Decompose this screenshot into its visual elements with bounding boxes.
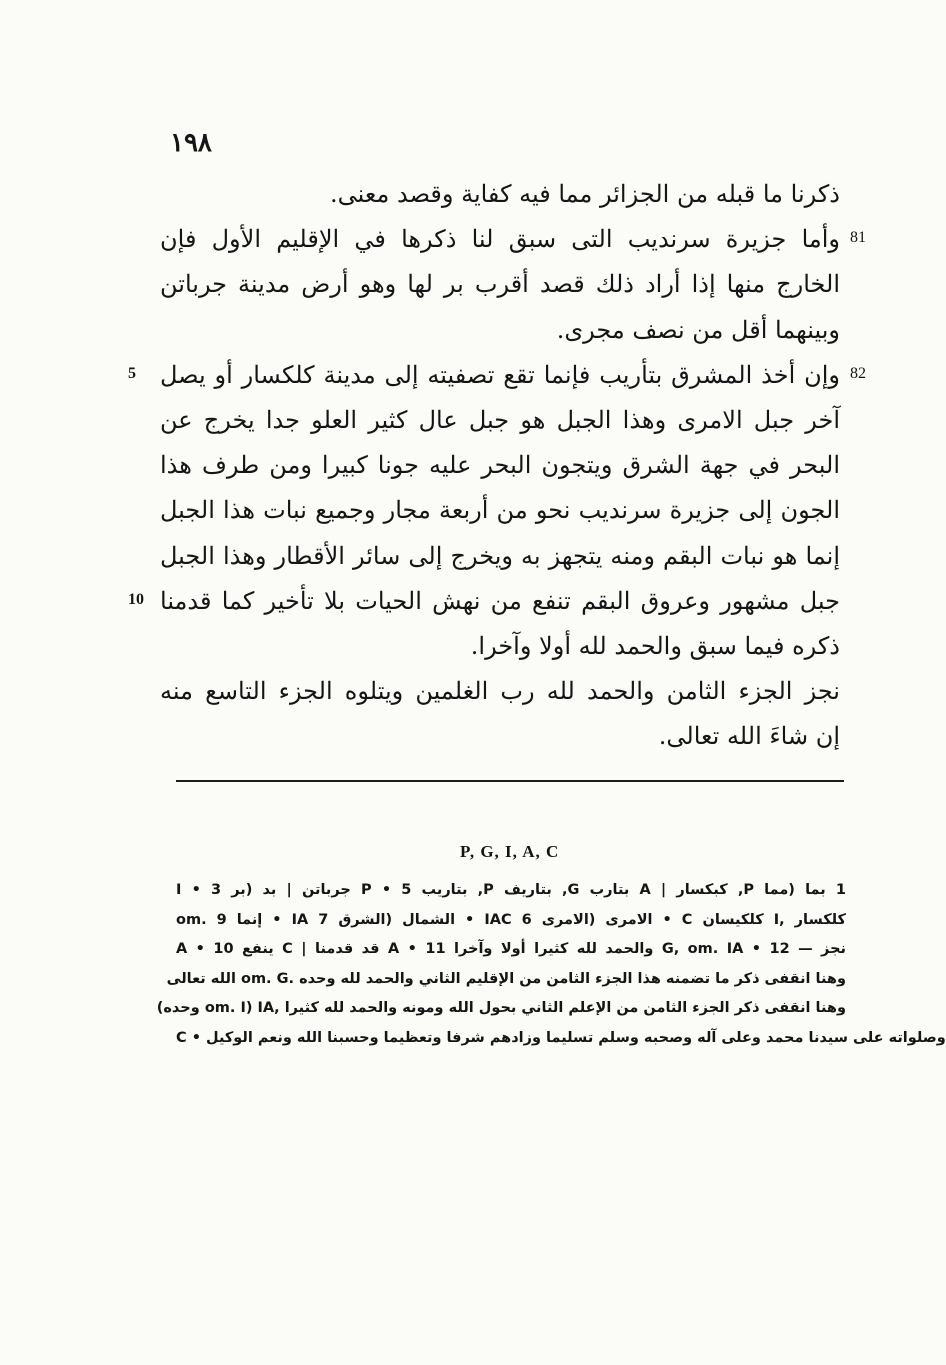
apparatus-line: نجز — 12 • G, om. IA والحمد لله كثيرا أولا وآخرا 11 • A قد قدمنا | C ينفع 10 • A: [176, 941, 846, 957]
text-line: الخارج منها إذا أراد ذلك قصد أقرب بر لها وهو أرض مدينة جرباتن: [160, 270, 840, 299]
apparatus-line: وهنا انقفى ذكر الجزء الثامن من الإعلم الثاني بحول الله ومونه والحمد لله كثيرا ,om. I) IA وحده): [156, 1000, 846, 1016]
text-line: جبل مشهور وعروق البقم تنفع من نهش الحيات بلا تأخير كما قدمنا: [160, 586, 840, 615]
text-line: إنما هو نبات البقم ومنه يتجهز به ويخرج إلى سائر الأقطار وهذا الجبل: [160, 541, 840, 570]
section-number: 82: [850, 364, 866, 382]
footnote-divider: [176, 780, 844, 782]
manuscript-sigla: P, G, I, A, C: [460, 842, 560, 861]
text-line: إن شاءَ الله تعالى.: [658, 722, 840, 751]
page-number: ١٩٨: [170, 128, 212, 158]
text-line: ذكرنا ما قبله من الجزائر مما فيه كفاية وقصد معنى.: [330, 180, 840, 208]
text-line: البحر في جهة الشرق ويتجون البحر عليه جونا كبيرا ومن طرف هذا: [160, 451, 840, 480]
apparatus-line: وهنا انقفى ذكر ما تضمنه هذا الجزء الثامن من الإقليم الثاني والحمد لله وحده .om. G الله تعالى: [166, 970, 846, 987]
apparatus-line: om. إنما 9 • IA الشمال (الشرق 7 • IAC الامرى (الامرى 6 • C كلكيسان I, كلكسار: [176, 911, 846, 928]
apparatus-line: 1 بما (مما P, كبكسار | A بتارب G, بتاريف P, بتاريب 5 • P جرباتن | بد (بر 3 • I: [176, 882, 846, 898]
section-number: 81: [850, 229, 866, 247]
text-line: ذكره فيما سبق والحمد لله أولا وآخرا.: [470, 632, 840, 660]
text-line: وإن أخذ المشرق بتأريب فإنما تقع تصفيته إلى مدينة كلكسار أو يصل: [160, 360, 840, 389]
line-number: 10: [128, 590, 144, 608]
line-number: 5: [128, 364, 136, 382]
apparatus-line: C • وصلواته على سيدنا محمد وعلى آله وصحبه وسلم تسليما وزادهم شرفا وتعظيما وحسبنا الله ونعم الوكيل: [176, 1029, 946, 1046]
text-line: الجون إلى جزيرة سرنديب نحو من أربعة مجار وجميع نبات هذا الجبل: [160, 496, 840, 525]
text-line: وأما جزيرة سرنديب التى سبق لنا ذكرها في الإقليم الأول فإن: [160, 225, 840, 254]
text-line: آخر جبل الامرى وهذا الجبل هو جبل عال كثير العلو جدا يخرج عن: [160, 406, 840, 434]
text-line: نجز الجزء الثامن والحمد لله رب الغلمين ويتلوه الجزء التاسع منه: [160, 677, 840, 706]
text-line: وبينهما أقل من نصف مجرى.: [556, 315, 840, 344]
